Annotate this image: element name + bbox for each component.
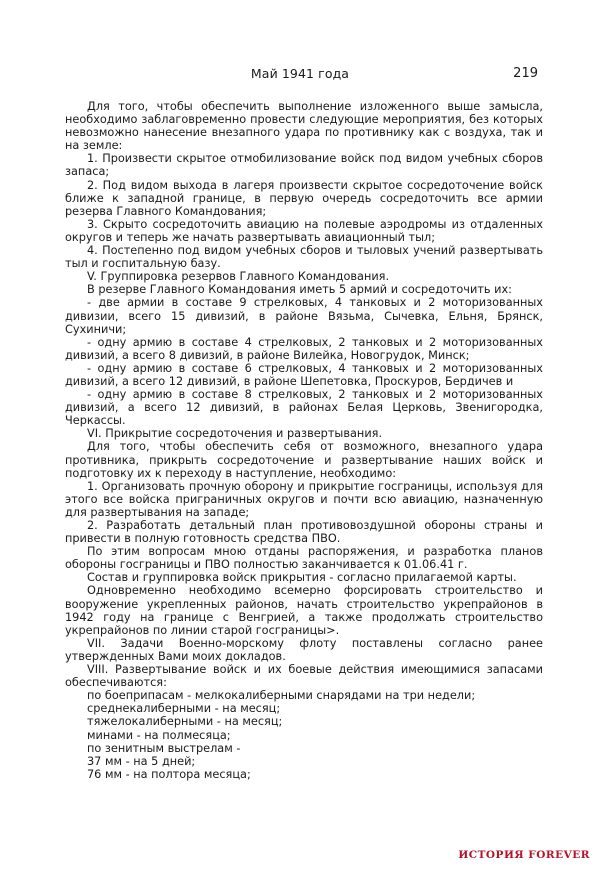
paragraph: По этим вопросам мною отданы распоряжения, и разработка планов обороны госграницы и ПВО полностью заканчивается к 01.06.41 г. [65, 545, 543, 572]
paragraph: Для того, чтобы обеспечить выполнение изложенного выше замысла, необходимо заблаговременно провести следующие мероприятия, без которых невозможно нанесение внезапного удара по противнику как с воздуха, так и на земле: [65, 100, 543, 153]
document-body [65, 100, 543, 781]
paragraph: В резерве Главного Командования иметь 5 армий и сосредоточить их: [87, 283, 512, 297]
paragraph: Одновременно необходимо всемерно форсировать строительство и вооружение укрепленных районов, начать строительство укрепрайонов в 1942 году на границе с Венгрией, а также продолжать строительство укрепрайонов по линии старой госграницы>. [65, 584, 543, 637]
page-header [0, 66, 600, 84]
section-heading: V. Группировка резервов Главного Командования. [87, 270, 390, 284]
paragraph: - две армии в составе 9 стрелковых, 4 танковых и 2 моторизованных дивизии, всего 15 дивизий, в районе Вязьма, Сычевка, Ельня, Брянск, Сухиничи; [65, 296, 543, 336]
paragraph: 2. Разработать детальный план противовоздушной обороны страны и привести в полную готовность средства ПВО. [65, 519, 543, 546]
supply-list-item: среднекалиберными - на месяц; [87, 702, 281, 716]
paragraph: - одну армию в составе 4 стрелковых, 2 танковых и 2 моторизованных дивизий, а всего 8 дивизий, в районе Вилейка, Новогрудок, Минск; [65, 335, 543, 362]
supply-list-item: 76 мм - на полтора месяца; [87, 767, 251, 781]
paragraph: Для того, чтобы обеспечить себя от возможного, внезапного удара противника, прикрыть сосредоточение и развертывание наших войск и подготовку их к переходу в наступление, необходимо: [65, 440, 543, 480]
paragraph: - одну армию в составе 6 стрелковых, 4 танковых и 2 моторизованных дивизий, а всего 12 дивизий, в районе Шепетовка, Проскуров, Бердичев и [65, 361, 543, 388]
paragraph: VIII. Развертывание войск и их боевые действия имеющимися запасами обеспечиваются: [65, 663, 543, 690]
paragraph: VII. Задачи Военно-морскому флоту поставлены согласно ранее утвержденных Вами моих докладов. [65, 636, 543, 663]
paragraph: 2. Под видом выхода в лагеря произвести скрытое сосредоточение войск ближе к западной границе, в первую очередь сосредоточить все армии резерва Главного Командования; [65, 178, 543, 218]
section-heading: VI. Прикрытие сосредоточения и развертывания. [87, 427, 383, 441]
page-number: 219 [513, 66, 538, 81]
watermark-logo: ИСТОРИЯ FOREVER [458, 849, 590, 861]
paragraph: 4. Постепенно под видом учебных сборов и тыловых учений развертывать тыл и госпитальную базу. [65, 244, 543, 271]
supply-list-item: по зенитным выстрелам - [87, 741, 241, 755]
supply-list-item: по боеприпасам - мелкокалиберными снарядами на три недели; [87, 689, 476, 703]
paragraph: - одну армию в составе 8 стрелковых, 2 танковых и 2 моторизованных дивизий, а всего 12 дивизий, в районах Белая Церковь, Звенигородка, Черкассы. [65, 388, 543, 428]
paragraph: 1. Организовать прочную оборону и прикрытие госграницы, используя для этого все войска приграничных округов и почти всю авиацию, назначенную для развертывания на западе; [65, 479, 543, 519]
paragraph: 3. Скрыто сосредоточить авиацию на полевые аэродромы из отдаленных округов и теперь же начать развертывать авиационный тыл; [65, 217, 543, 244]
supply-list-item: тяжелокалиберными - на месяц; [87, 715, 283, 729]
paragraph: Состав и группировка войск прикрытия - согласно прилагаемой карты. [87, 571, 517, 585]
supply-list-item: минами - на полмесяца; [87, 728, 231, 742]
supply-list-item: 37 мм - на 5 дней; [87, 754, 196, 768]
paragraph: 1. Произвести скрытое отмобилизование войск под видом учебных сборов запаса; [65, 152, 543, 179]
running-head: Май 1941 года [250, 66, 350, 81]
